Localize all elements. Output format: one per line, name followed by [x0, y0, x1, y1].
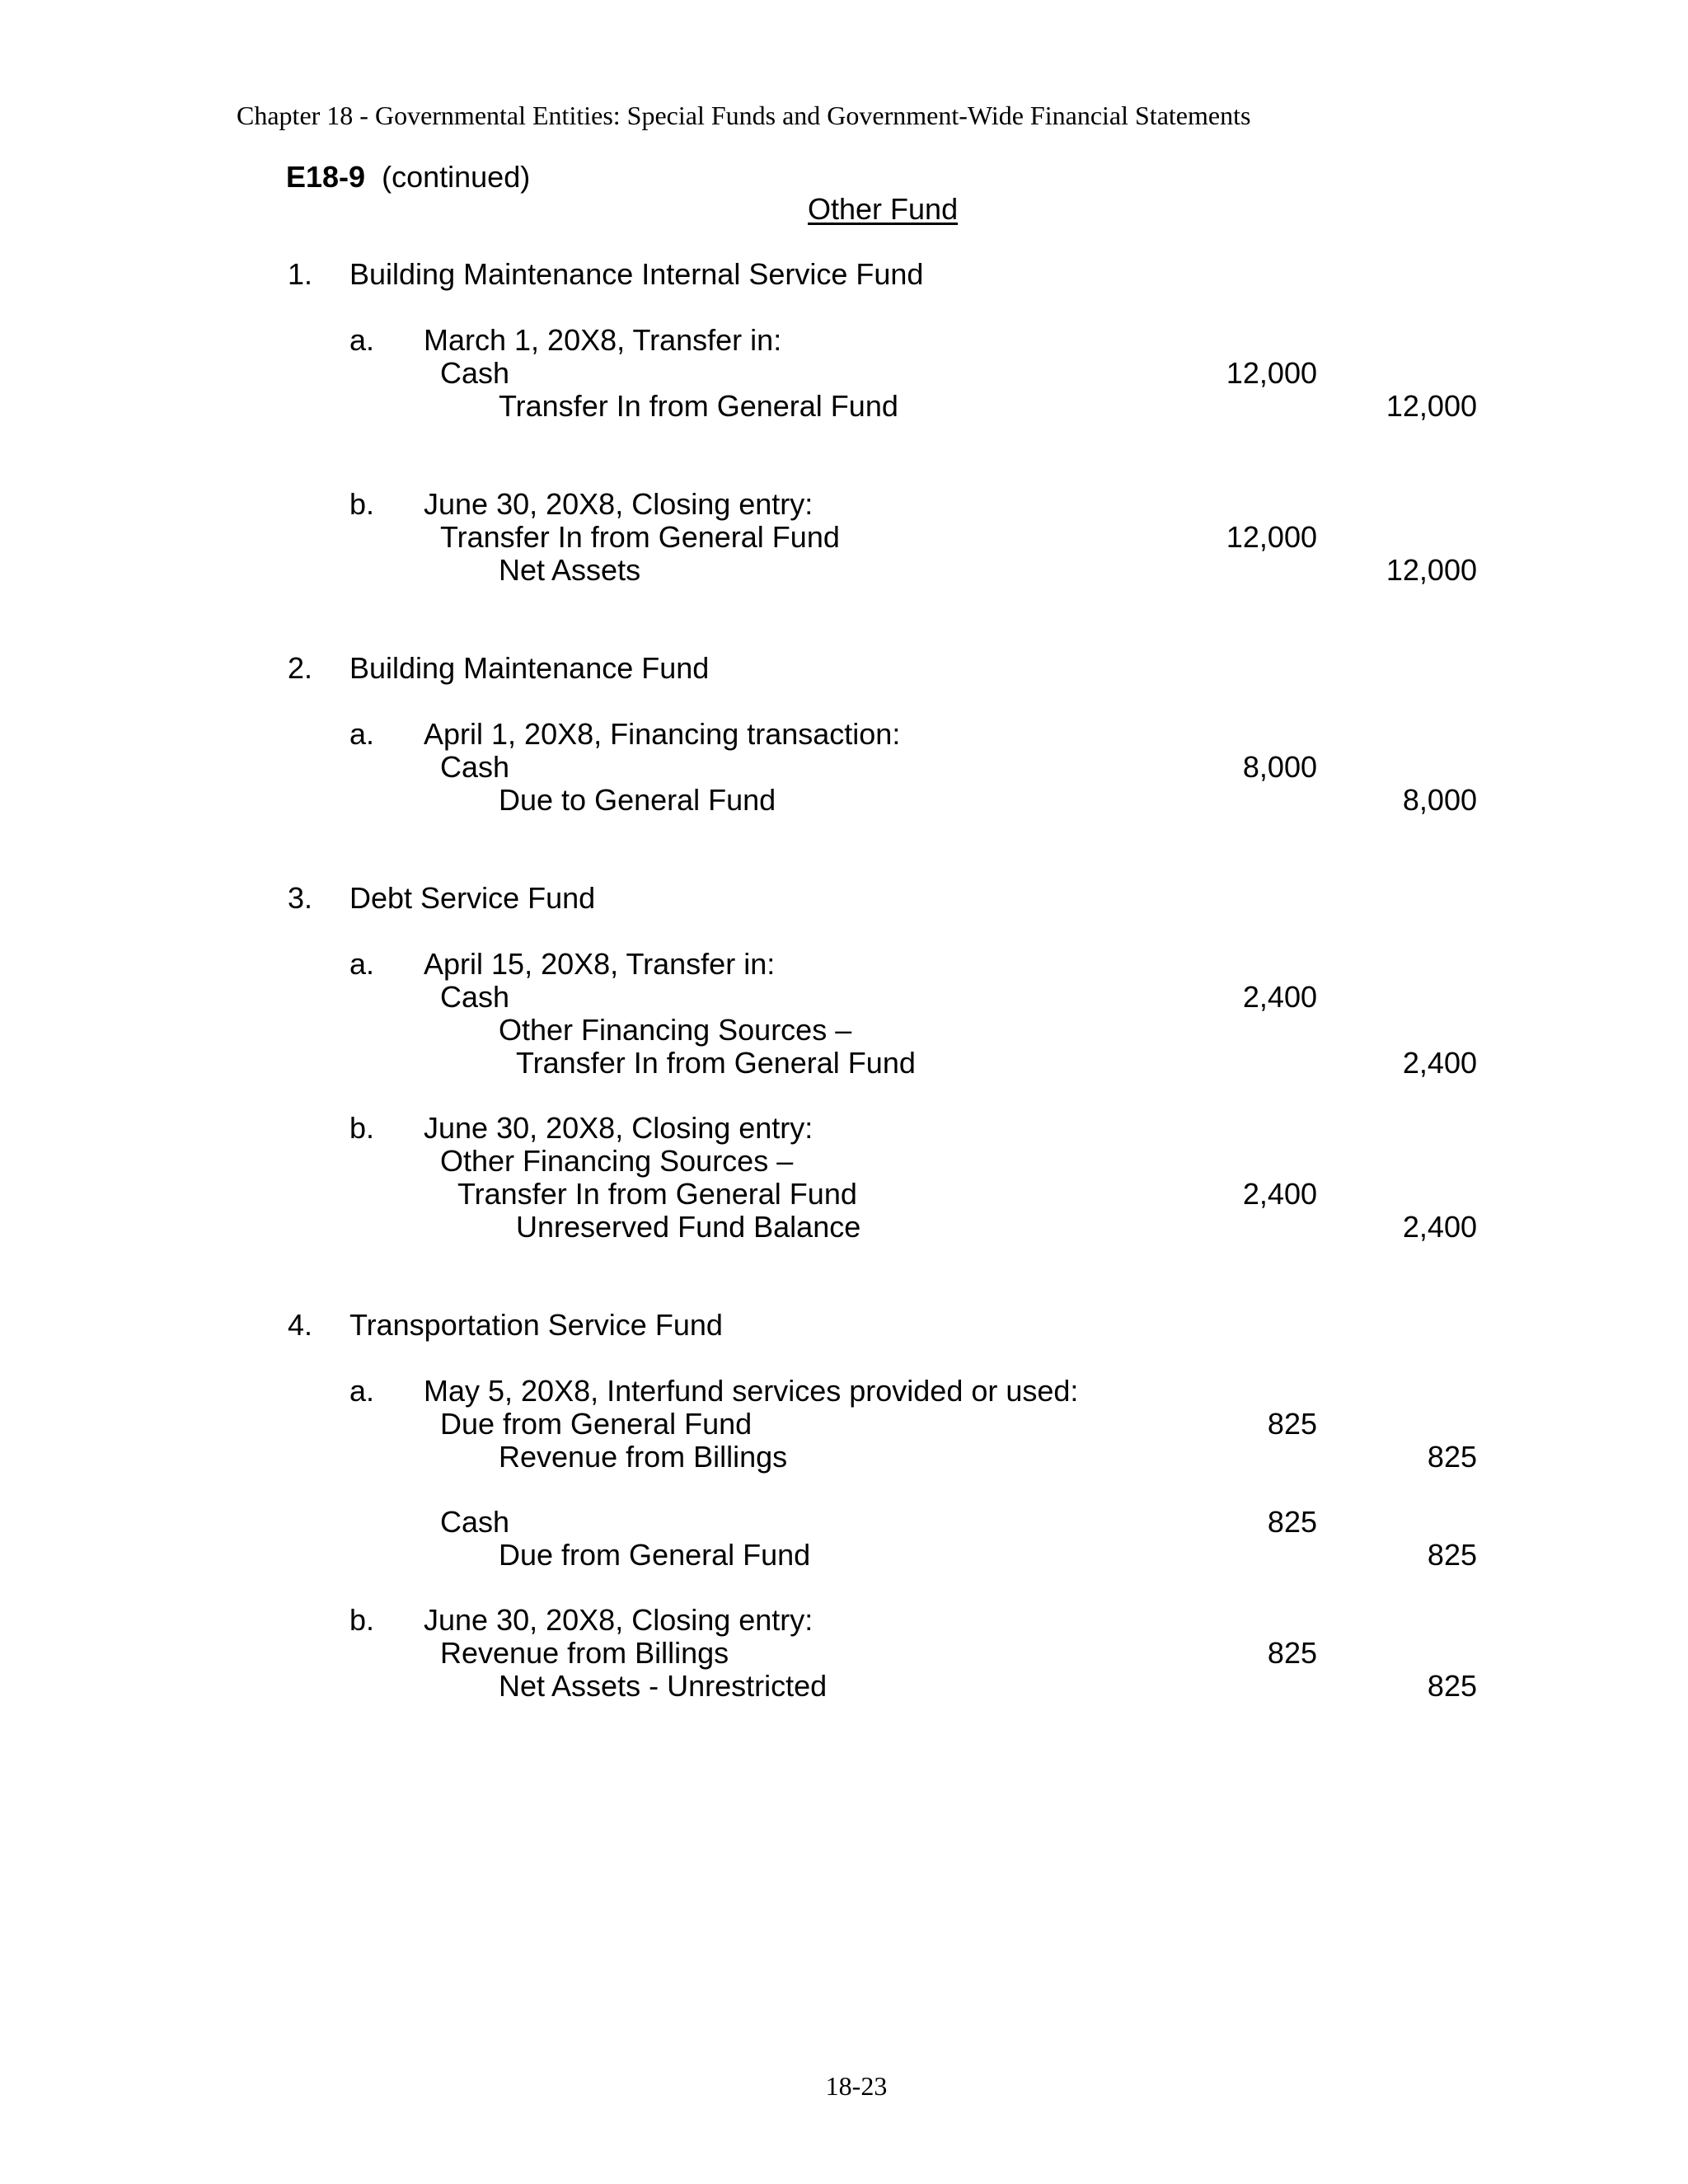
- section-number: 2.: [288, 651, 313, 685]
- debit-amount: 12,000: [1226, 520, 1317, 554]
- journal-line: [0, 1211, 1688, 1244]
- entry-letter: a.: [349, 323, 375, 357]
- entry-heading: [0, 718, 1688, 751]
- exercise-id: E18-9: [286, 160, 366, 194]
- entry-description: April 15, 20X8, Transfer in:: [424, 947, 776, 981]
- entry-heading: [0, 1112, 1688, 1145]
- journal-line: [0, 1670, 1688, 1703]
- credit-account: Due to General Fund: [499, 783, 776, 817]
- credit-account: Other Financing Sources –: [499, 1013, 852, 1047]
- journal-line: [0, 554, 1688, 587]
- journal-line: [0, 357, 1688, 390]
- section-title: Building Maintenance Fund: [349, 651, 710, 685]
- debit-account: Due from General Fund: [440, 1407, 753, 1441]
- credit-amount: 8,000: [1402, 783, 1477, 817]
- credit-account: Transfer In from General Fund: [499, 389, 898, 423]
- section-number: 3.: [288, 881, 313, 915]
- journal-line: [0, 390, 1688, 423]
- entry-letter: b.: [349, 1603, 375, 1637]
- entry-description: June 30, 20X8, Closing entry:: [424, 1111, 814, 1145]
- debit-account: Cash: [440, 750, 510, 784]
- credit-amount: 2,400: [1402, 1046, 1477, 1080]
- entry-description: June 30, 20X8, Closing entry:: [424, 487, 814, 521]
- entry-letter: b.: [349, 1111, 375, 1145]
- entry-heading: [0, 948, 1688, 981]
- journal-line: [0, 1441, 1688, 1474]
- journal-line: [0, 981, 1688, 1014]
- debit-account: Cash: [440, 980, 510, 1014]
- entry-letter: a.: [349, 1374, 375, 1408]
- credit-amount: 825: [1427, 1538, 1477, 1572]
- journal-line: [0, 1539, 1688, 1572]
- journal-line: [0, 1145, 1688, 1178]
- debit-amount: 2,400: [1242, 1177, 1317, 1211]
- credit-amount: 12,000: [1386, 389, 1477, 423]
- entry-description: June 30, 20X8, Closing entry:: [424, 1603, 814, 1637]
- entry-description: March 1, 20X8, Transfer in:: [424, 323, 782, 357]
- section-heading: [0, 652, 1688, 685]
- credit-amount: 825: [1427, 1669, 1477, 1703]
- debit-account: Cash: [440, 356, 510, 390]
- chapter-header: Chapter 18 - Governmental Entities: Special Funds and Government-Wide Financial Statements: [237, 101, 1251, 130]
- entry-heading: [0, 1604, 1688, 1637]
- debit-amount: 825: [1267, 1407, 1317, 1441]
- credit-account: Unreserved Fund Balance: [516, 1210, 861, 1244]
- credit-amount: 12,000: [1386, 553, 1477, 587]
- credit-account: Due from General Fund: [499, 1538, 811, 1572]
- debit-amount: 2,400: [1242, 980, 1317, 1014]
- journal-line: [0, 1178, 1688, 1211]
- debit-account: Cash: [440, 1505, 510, 1539]
- debit-account: Other Financing Sources –: [440, 1144, 794, 1178]
- credit-account: Transfer In from General Fund: [516, 1046, 916, 1080]
- section-number: 4.: [288, 1308, 313, 1342]
- entry-letter: a.: [349, 717, 375, 751]
- journal-line: [0, 784, 1688, 817]
- credit-amount: 825: [1427, 1440, 1477, 1474]
- entry-description: April 1, 20X8, Financing transaction:: [424, 717, 901, 751]
- exercise-note: (continued): [382, 160, 531, 194]
- credit-account: Net Assets - Unrestricted: [499, 1669, 828, 1703]
- credit-account: Revenue from Billings: [499, 1440, 788, 1474]
- exercise-heading: [286, 162, 530, 192]
- entry-heading: [0, 1375, 1688, 1408]
- entry-letter: a.: [349, 947, 375, 981]
- section-title: Debt Service Fund: [349, 881, 596, 915]
- journal-line: [0, 1047, 1688, 1080]
- debit-amount: 825: [1267, 1636, 1317, 1670]
- debit-amount: 12,000: [1226, 356, 1317, 390]
- section-number: 1.: [288, 257, 313, 291]
- debit-amount: 825: [1267, 1505, 1317, 1539]
- credit-amount: 2,400: [1402, 1210, 1477, 1244]
- credit-account: Net Assets: [499, 553, 641, 587]
- entry-description: May 5, 20X8, Interfund services provided or used:: [424, 1374, 1079, 1408]
- debit-account: Transfer In from General Fund: [457, 1177, 857, 1211]
- page-number: 18-23: [825, 2071, 888, 2101]
- section-heading: [0, 1309, 1688, 1342]
- section-title: Building Maintenance Internal Service Fund: [349, 257, 924, 291]
- journal-line: [0, 1506, 1688, 1539]
- journal-line: [0, 1637, 1688, 1670]
- fund-column-header: Other Fund: [808, 192, 959, 226]
- journal-line: [0, 1014, 1688, 1047]
- section-title: Transportation Service Fund: [349, 1308, 723, 1342]
- entry-heading: [0, 324, 1688, 357]
- section-heading: [0, 882, 1688, 915]
- debit-amount: 8,000: [1242, 750, 1317, 784]
- debit-account: Transfer In from General Fund: [440, 520, 840, 554]
- entry-heading: [0, 488, 1688, 521]
- journal-line: [0, 521, 1688, 554]
- debit-account: Revenue from Billings: [440, 1636, 729, 1670]
- section-heading: [0, 258, 1688, 291]
- journal-line: [0, 1408, 1688, 1441]
- entry-letter: b.: [349, 487, 375, 521]
- journal-line: [0, 751, 1688, 784]
